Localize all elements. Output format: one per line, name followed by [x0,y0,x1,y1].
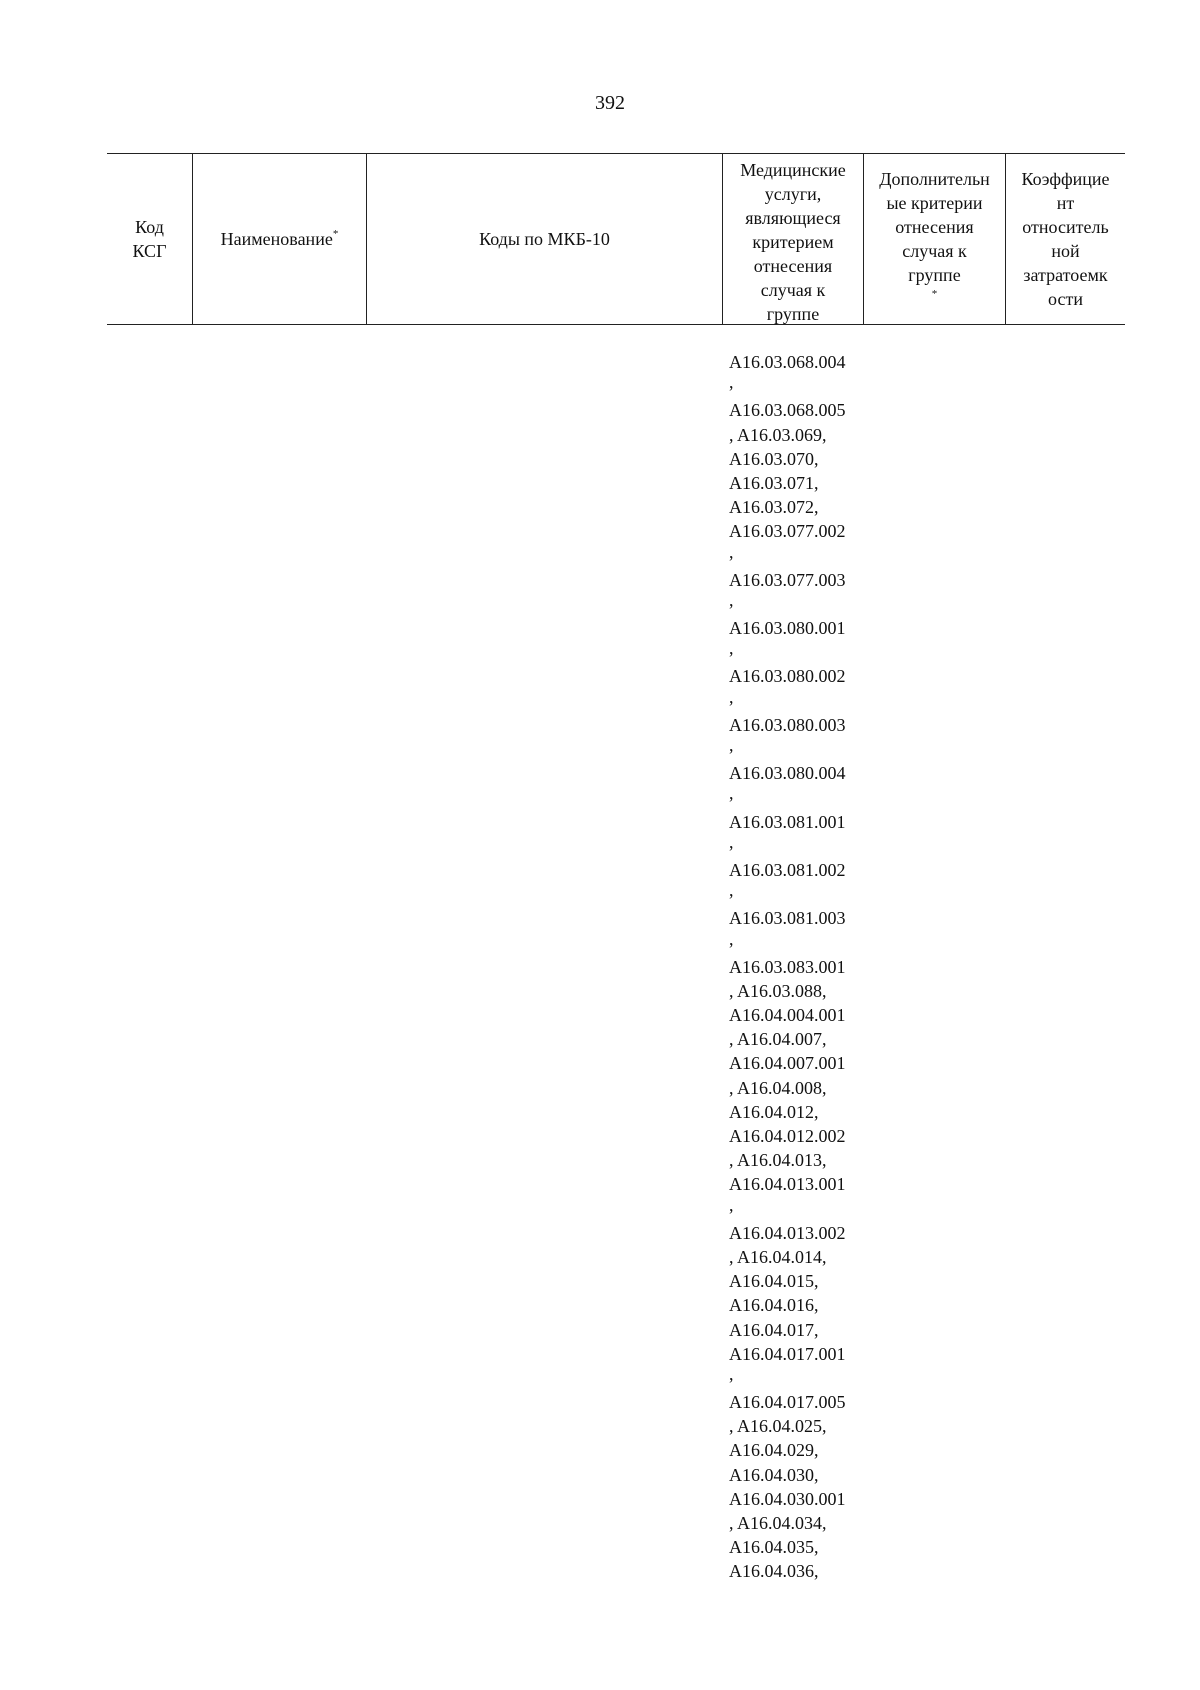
service-code-line: , A16.03.069, [729,424,827,445]
service-code-line: A16.04.004.001 [729,1005,846,1026]
service-code-line: A16.03.080.001 [729,618,846,639]
header-services-line: Медицинские [740,160,846,180]
service-code-line: A16.04.017.005 [729,1392,846,1413]
header-additional-line: отнесения [895,217,974,237]
header-services-line: отнесения [753,256,833,276]
service-code-line: A16.03.083.001 [729,956,846,977]
header-name-text: Наименование [220,229,333,249]
header-icd10-codes [367,154,723,324]
service-code-line: A16.03.072, [729,497,819,518]
service-code-line: , A16.04.013, [729,1150,827,1171]
header-additional-line: случая к [902,241,967,261]
service-code-line: A16.04.017.001 [729,1343,846,1364]
header-icd10-text: Коды по МКБ-10 [479,229,610,249]
header-medical-services [723,154,864,324]
header-name-footnote-mark: * [332,228,339,240]
header-coefficient-line: нт [1056,193,1075,213]
header-services-line: случая к [760,280,826,300]
service-code-line: A16.03.068.005 [729,400,846,421]
service-codes-list [729,350,889,1584]
service-code-line: A16.04.013.001 [729,1174,846,1195]
service-code-line: , [729,589,734,610]
header-ksg-code [107,154,193,324]
service-code-line: A16.03.071, [729,472,819,493]
service-code-line: , A16.04.025, [729,1416,827,1437]
service-code-line: A16.03.077.002 [729,521,846,542]
header-services-line: являющиеся [745,208,841,228]
header-coefficient-line: ной [1051,241,1080,261]
header-additional-line: ые критерии [886,193,983,213]
page-number: 392 [595,92,625,114]
header-additional-footnote-mark: * [931,288,938,300]
header-ksg-code-line: Код [135,217,164,237]
service-code-line: A16.03.081.002 [729,859,846,880]
service-code-line: A16.04.012.002 [729,1126,846,1146]
service-code-line: A16.04.029, [729,1440,819,1461]
header-additional-line-text: группе [908,265,961,285]
service-code-line: , [729,1194,734,1215]
service-code-line: A16.03.080.004 [729,763,846,784]
header-coefficient-line: Коэффицие [1021,169,1110,189]
service-code-line: , A16.04.034, [729,1513,827,1533]
service-code-line: , [729,1363,734,1384]
service-code-line: A16.03.077.003 [729,569,846,590]
service-code-line: A16.04.017, [729,1319,819,1340]
table-header [107,153,1125,325]
service-code-line: A16.04.030, [729,1464,819,1485]
header-additional-line [879,263,990,311]
header-ksg-code-line: КСГ [132,241,167,261]
service-code-line: , A16.03.088, [729,980,827,1001]
service-code-line: , A16.04.007, [729,1029,827,1050]
service-code-line: A16.03.070, [729,448,819,469]
service-code-line: , [729,735,734,755]
service-code-line: , [729,686,734,707]
service-code-line: , [729,638,734,659]
service-code-line: A16.04.035, [729,1537,819,1558]
service-code-line: , [729,541,734,562]
header-additional-line: Дополнительн [879,169,990,189]
service-code-line: A16.03.080.002 [729,666,846,687]
service-code-line: A16.03.081.003 [729,908,846,929]
header-services-line: группе [766,304,820,324]
service-code-line: , [729,831,734,852]
service-code-line: , A16.04.008, [729,1077,827,1098]
service-code-line: , [729,880,734,901]
service-code-line: , A16.04.014, [729,1246,827,1267]
service-code-line: , [729,783,734,804]
service-code-line: A16.03.080.003 [729,714,846,735]
header-services-line: критерием [752,232,834,252]
header-services-line: услуги, [764,184,822,204]
header-coefficient-line: ости [1048,289,1083,309]
service-code-line: A16.04.007.001 [729,1053,846,1074]
header-coefficient-line: относитель [1022,217,1109,237]
service-code-line: A16.04.015, [729,1271,819,1292]
header-name [193,154,367,324]
service-code-line: A16.04.016, [729,1295,819,1316]
header-coefficient-line: затратоемк [1023,265,1108,285]
service-code-line: A16.04.036, [729,1561,819,1582]
service-code-line: A16.04.030.001 [729,1488,846,1509]
service-code-line: A16.04.013.002 [729,1222,846,1243]
service-code-line: A16.03.068.004 [729,352,846,372]
service-code-line: A16.04.012, [729,1101,819,1122]
service-code-line: , [729,928,734,949]
service-code-line: A16.03.081.001 [729,811,846,832]
header-cost-coefficient [1006,154,1125,324]
header-additional-criteria [864,154,1006,324]
service-code-line: , [729,372,734,393]
